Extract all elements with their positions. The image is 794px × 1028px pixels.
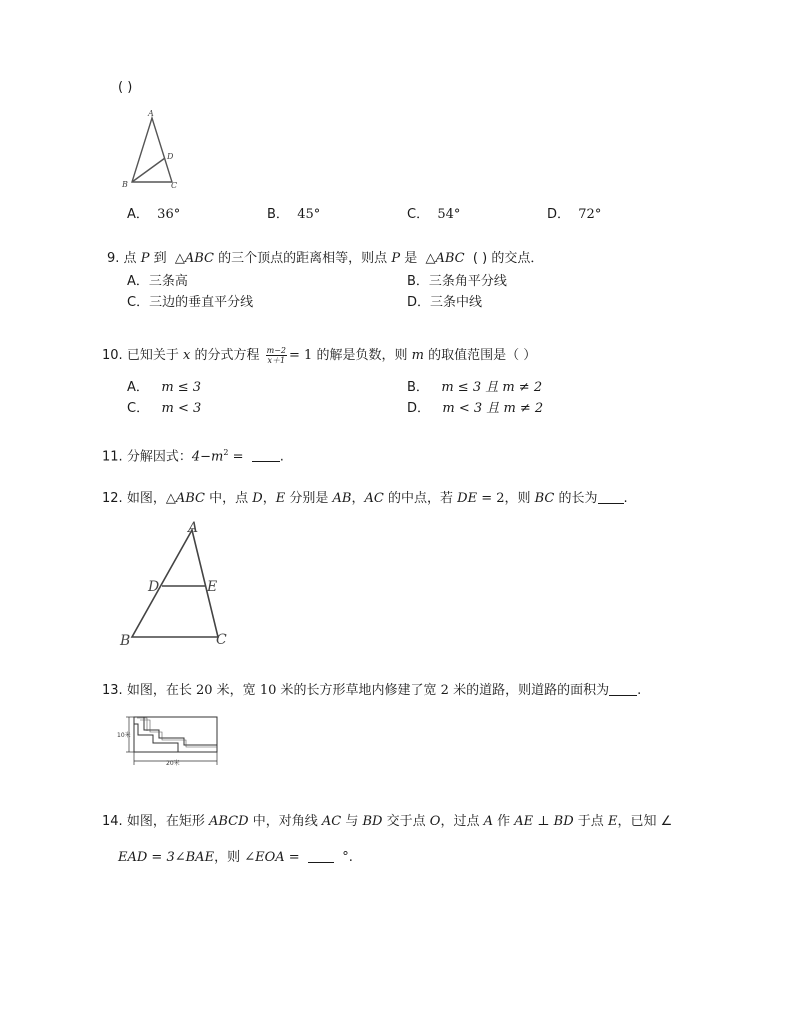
- q10-text: 已知关于: [126, 348, 179, 363]
- comma: ，: [351, 491, 365, 506]
- q9-text: 的三个顶点的距离相等，则点: [218, 251, 388, 266]
- option-text: 54°: [437, 207, 461, 222]
- point-p: P: [140, 251, 150, 266]
- period: .: [637, 683, 642, 698]
- option-letter: A．: [127, 274, 149, 289]
- q14-text: 与: [345, 814, 359, 829]
- q10-fraction: [266, 346, 287, 365]
- q8-triangle-figure: [118, 108, 188, 192]
- segment-ab: AB: [332, 491, 352, 506]
- degree-sign: °: [342, 850, 349, 865]
- option-letter: A．: [127, 380, 149, 395]
- q13-length-label: 20米: [166, 760, 180, 767]
- q8-option-b: [267, 207, 320, 223]
- q12-text: 的长为: [558, 491, 598, 506]
- q14-text: 中，对角线: [252, 814, 318, 829]
- point-e: E: [607, 814, 618, 829]
- period: .: [348, 850, 353, 865]
- option-letter: C．: [407, 207, 430, 222]
- point-e: E: [275, 491, 286, 506]
- answer-blank[interactable]: [252, 449, 280, 462]
- option-text: 三条角平分线: [428, 274, 507, 289]
- q13-stem: [102, 683, 641, 699]
- q13-road-figure: [117, 714, 221, 768]
- q12-stem: [102, 491, 628, 507]
- q12-text: 的中点，若: [387, 491, 453, 506]
- question-number: 14.: [102, 814, 123, 829]
- question-number: 12.: [102, 491, 123, 506]
- point-d: D: [252, 491, 263, 506]
- option-letter: B．: [267, 207, 289, 222]
- option-letter: D．: [407, 295, 431, 310]
- answer-blank[interactable]: [598, 491, 624, 504]
- width-value: 10: [259, 683, 277, 698]
- q13-width-label: 10米: [117, 732, 131, 739]
- q9-option-a: [127, 274, 188, 290]
- q8-label-c: C: [171, 181, 178, 190]
- segment-bc: BC: [534, 491, 555, 506]
- option-letter: A．: [127, 207, 149, 222]
- answer-blank[interactable]: [308, 850, 334, 863]
- point-p: P: [391, 251, 401, 266]
- option-text: 45°: [297, 207, 321, 222]
- angle-eoa: ∠EOA =: [244, 850, 300, 865]
- option-letter: C．: [127, 401, 150, 416]
- fraction-denominator: x＋1: [267, 356, 286, 365]
- q10-option-c: [127, 401, 201, 417]
- q9-text: 的交点．: [491, 251, 544, 266]
- q12-label-a: A: [188, 520, 199, 536]
- q10-option-a: [127, 380, 201, 396]
- q14-stem-line1: [102, 814, 672, 830]
- question-number: 9.: [107, 251, 120, 266]
- q14-text: 交于点: [386, 814, 426, 829]
- variable-x: x: [182, 348, 191, 363]
- q14-text: 于点: [577, 814, 604, 829]
- option-letter: C．: [127, 295, 150, 310]
- question-number: 13.: [102, 683, 123, 698]
- q11-text: 分解因式：: [126, 449, 192, 465]
- q13-text: 米，宽: [216, 683, 256, 698]
- option-text: 三条高: [148, 274, 188, 289]
- period: .: [623, 491, 628, 506]
- q14-text: ，过点: [440, 814, 480, 829]
- option-text: m < 3: [161, 401, 202, 416]
- option-letter: B．: [407, 380, 429, 395]
- equals-sign: =: [228, 449, 248, 465]
- segment-ac: AC: [321, 814, 342, 829]
- q10-stem: [102, 344, 536, 368]
- option-text: m ≤ 3 且 m ≠ 2: [441, 380, 543, 395]
- triangle-abc: △ABC: [165, 491, 205, 506]
- period: .: [279, 449, 284, 465]
- q10-text: 的分式方程: [194, 348, 260, 363]
- triangle-abc: △ABC: [425, 251, 465, 266]
- point-o: O: [429, 814, 441, 829]
- q8-option-c: [407, 207, 460, 223]
- rectangle-abcd: ABCD: [208, 814, 249, 829]
- road-width-value: 2: [440, 683, 449, 698]
- q9-option-b: [407, 274, 507, 290]
- q11-expression: 4−m: [191, 449, 224, 465]
- q9-text: 到: [153, 251, 167, 266]
- segment-bd: BD: [362, 814, 383, 829]
- option-letter: B．: [407, 274, 429, 289]
- option-text: 36°: [157, 207, 181, 222]
- q10-option-b: [407, 380, 542, 396]
- option-text: 三边的垂直平分线: [149, 295, 254, 310]
- answer-paren: ( ): [472, 251, 488, 266]
- q13-text: 米的道路，则道路的面积为: [453, 683, 610, 698]
- q8-label-d: D: [167, 152, 174, 161]
- option-text: 三条中线: [430, 295, 483, 310]
- q9-option-c: [127, 295, 253, 311]
- q12-label-c: C: [216, 632, 227, 648]
- q8-label-a: A: [148, 109, 154, 118]
- question-number: 10.: [102, 348, 123, 363]
- q9-option-d: [407, 295, 482, 311]
- q14-text: 如图，在矩形: [126, 814, 205, 829]
- q14-text: 作: [497, 814, 511, 829]
- q11-stem: [102, 445, 284, 465]
- option-text: m < 3 且 m ≠ 2: [442, 401, 544, 416]
- fraction-numerator: m−2: [266, 346, 287, 355]
- q9-stem: [107, 251, 543, 267]
- q8-option-d: [547, 207, 601, 223]
- q14-text: ，则: [214, 850, 241, 865]
- q9-text: 是: [404, 251, 418, 266]
- answer-blank[interactable]: [609, 683, 637, 696]
- option-letter: D．: [547, 207, 571, 222]
- q8-answer-paren: ( ): [118, 80, 133, 95]
- option-text: 72°: [578, 207, 602, 222]
- q12-text: 中，点: [209, 491, 249, 506]
- q12-triangle-figure: [115, 520, 235, 650]
- exponent: 2: [223, 448, 229, 457]
- q10-option-d: [407, 401, 543, 417]
- q10-text: 的取值范围是（ ）: [428, 348, 537, 363]
- q12-text: 如图，: [126, 491, 166, 506]
- comma: ，: [262, 491, 276, 506]
- q12-label-b: B: [120, 633, 131, 649]
- segment-ac: AC: [364, 491, 384, 506]
- q12-text: 分别是: [289, 491, 329, 506]
- q14-text: ，已知 ∠: [617, 814, 673, 829]
- question-number: 11.: [102, 449, 123, 465]
- equals-one: = 1: [289, 348, 313, 363]
- option-letter: D．: [407, 401, 431, 416]
- q8-option-a: [127, 207, 180, 223]
- segment-de: DE: [457, 491, 478, 506]
- q10-text: 的解是负数，则: [316, 348, 408, 363]
- q12-label-d: D: [148, 579, 160, 595]
- q14-stem-line2: [118, 850, 353, 866]
- triangle-abc: △ABC: [174, 251, 215, 266]
- point-a: A: [483, 814, 493, 829]
- q13-text: 如图，在长: [126, 683, 192, 698]
- q12-given: = 2，则: [481, 491, 531, 506]
- q12-label-e: E: [207, 579, 218, 595]
- perpendicular-relation: AE ⊥ BD: [514, 814, 574, 829]
- variable-m: m: [411, 348, 424, 363]
- option-text: m ≤ 3: [161, 380, 202, 395]
- q9-text: 点: [123, 251, 137, 266]
- q13-text: 米的长方形草地内修建了宽: [280, 683, 437, 698]
- length-value: 20: [195, 683, 213, 698]
- q8-label-b: B: [122, 180, 128, 189]
- angle-relation: EAD = 3∠BAE: [118, 850, 215, 865]
